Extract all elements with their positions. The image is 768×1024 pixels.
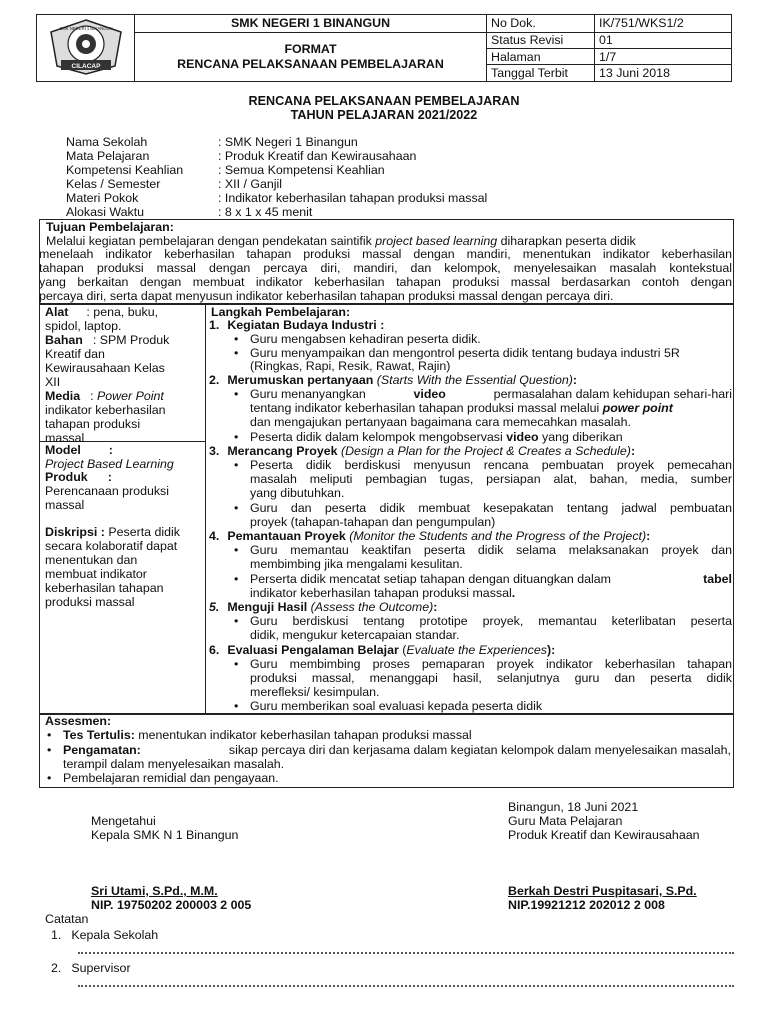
langkah-heading: Langkah Pembelajaran:: [211, 305, 351, 319]
school-name: SMK NEGERI 1 BINANGUN: [135, 15, 487, 33]
assesmen-value: sikap percaya diri dan kerjasama dalam kegiatan kelompok dalam menyelesaikan masalah,: [228, 743, 731, 757]
bahan-line: Kreatif dan: [45, 347, 105, 361]
info-label: Mata Pelajaran: [66, 149, 150, 163]
diskripsi-label: Diskripsi :: [45, 525, 105, 539]
catatan-dotted-line: [78, 977, 734, 987]
media-value: Power Point: [97, 389, 164, 403]
bullet-text: • Guru menanyangkan: [250, 387, 366, 401]
sign-right-line: Produk Kreatif dan Kewirausahaan: [508, 828, 700, 842]
sign-right-line: Guru Mata Pelajaran: [508, 814, 623, 828]
step-colon: ):: [546, 643, 556, 657]
bullet-text: indikator keberhasilan tahapan produksi massal: [250, 586, 512, 600]
produk-colon: :: [107, 470, 112, 484]
step-subtitle: (Design a Plan for the Project & Creates a Schedule): [337, 444, 631, 458]
diskripsi-line: membuat indikator: [45, 567, 147, 581]
model-value: Project Based Learning: [45, 457, 174, 471]
info-value: : Indikator keberhasilan tahapan produksi massal: [218, 191, 488, 205]
step-bullet-cont: yang dibutuhkan.: [250, 486, 345, 500]
step-bullet: • Guru memberikan soal evaluasi kepada peserta didik: [250, 699, 542, 713]
step-2-title: [209, 373, 577, 387]
step-number: 1.: [209, 318, 220, 332]
info-row: [66, 191, 487, 205]
bullet-text-bold: power point: [602, 401, 673, 415]
assesmen-label: Tes Tertulis:: [63, 728, 135, 742]
diskripsi-line: menentukan dan: [45, 553, 138, 567]
info-value: : Semua Kompetensi Keahlian: [218, 163, 385, 177]
assesmen-heading: Assesmen:: [45, 714, 112, 728]
alat-line: [45, 305, 158, 319]
bahan-line: [45, 333, 169, 347]
step-bullet-cont: [250, 401, 673, 415]
step-colon: :: [646, 529, 651, 543]
step-4-title: [209, 529, 650, 543]
info-label: Kompetensi Keahlian: [66, 163, 184, 177]
tujuan-text: diharapkan peserta didik: [497, 234, 636, 248]
step-subtitle: (Monitor the Students and the Progress of the Project): [345, 529, 647, 543]
alat-value: : pena, buku,: [86, 305, 159, 319]
bullet-text-bold: tabel: [703, 572, 732, 586]
info-row: [66, 135, 358, 149]
tujuan-line: menelaah indikator keberhasilan tahapan produksi massal dengan mandiri, menentukan indikator keberhasilan: [39, 247, 732, 261]
step-bullet: • Guru dan peserta didik membuat kesepakatan tentang jadwal pembuatan: [250, 501, 732, 515]
info-row: [66, 205, 312, 219]
step-bullet-cont: masalah meliputi pembagian tugas, persiapan alat, bahan, media, sumber: [250, 472, 732, 486]
media-colon: :: [90, 389, 98, 403]
info-row: [66, 149, 416, 163]
diskripsi-line: [45, 525, 180, 539]
media-line: massal: [45, 431, 85, 445]
produk-label: Produk: [45, 470, 88, 484]
meta-label: Status Revisi: [487, 32, 595, 48]
assesmen-label: • Pengamatan:: [63, 743, 141, 757]
step-title: Evaluasi Pengalaman Belajar: [227, 643, 399, 657]
rpp-title: RENCANA PELAKSANAAN PEMBELAJARAN: [248, 94, 520, 108]
sign-place-date: Binangun, 18 Juni 2021: [508, 800, 639, 814]
bullet-text-bold: video: [506, 430, 539, 444]
step-title: Merumuskan pertanyaan: [227, 373, 374, 387]
info-value: : XII / Ganjil: [218, 177, 283, 191]
diskripsi-line: secara kolaboratif dapat: [45, 539, 178, 553]
step-colon: :: [433, 600, 438, 614]
logo-text-bottom: CILACAP: [71, 63, 100, 71]
media-line: indikator keberhasilan: [45, 403, 166, 417]
step-bullet: • Guru membimbing proses pemaparan proyek indikator keberhasilan tahapan: [250, 657, 732, 671]
teacher-name: Berkah Destri Puspitasari, S.Pd.: [508, 884, 697, 898]
produk-value: massal: [45, 498, 85, 512]
media-line: tahapan produksi: [45, 417, 141, 431]
info-row: [66, 163, 385, 177]
media-label: Media: [45, 389, 81, 403]
catatan-item: [51, 961, 131, 975]
step-colon: :: [572, 373, 578, 387]
catatan-label: Supervisor: [71, 961, 131, 975]
step-number: 5.: [209, 600, 220, 614]
step-title: Kegiatan Budaya Industri :: [227, 318, 385, 332]
alat-label: Alat: [45, 305, 69, 319]
step-bullet-cont: (Ringkas, Rapi, Resik, Rawat, Rajin): [250, 359, 451, 373]
school-logo-icon: [43, 16, 129, 76]
diskripsi-line: produksi massal: [45, 595, 135, 609]
bahan-line: XII: [45, 375, 61, 389]
step-5-title: [209, 600, 437, 614]
bahan-label: Bahan: [45, 333, 83, 347]
model-label: Model: [45, 443, 81, 457]
step-subtitle: (Starts With the Essential Question): [373, 373, 573, 387]
bahan-line: Kewirausahaan Kelas: [45, 361, 165, 375]
step-title: Merancang Proyek: [227, 444, 338, 458]
bullet-text: tentang indikator keberhasilan tahapan produksi massal melalui: [250, 401, 603, 415]
assesmen-value: menentukan indikator keberhasilan tahapan produksi massal: [134, 728, 472, 742]
step-number: 6.: [209, 643, 220, 657]
tujuan-line: tahapan produksi massal dengan percaya diri, mandiri, dan kelompok, menyelesaikan masalah kontekstual: [39, 261, 732, 275]
step-subtitle: (Assess the Outcome): [307, 600, 434, 614]
bahan-value: : SPM Produk: [92, 333, 170, 347]
step-6-title: [209, 643, 555, 657]
format-label: FORMAT: [284, 42, 337, 57]
tujuan-text-italic: project based learning: [375, 234, 498, 248]
meta-value: 1/7: [595, 49, 732, 65]
info-value: : SMK Negeri 1 Binangun: [218, 135, 358, 149]
step-bullet-cont: dan mengajukan pertanyaan bagaimana cara memecahkan masalah.: [250, 415, 631, 429]
headmaster-nip: NIP. 19750202 200003 2 005: [91, 898, 252, 912]
meta-label: Tanggal Terbit: [487, 65, 595, 82]
catatan-number: 2.: [51, 961, 62, 975]
step-bullet: [250, 572, 732, 586]
headmaster-name: Sri Utami, S.Pd., M.M.: [91, 884, 218, 898]
catatan-number: 1.: [51, 928, 62, 942]
assesmen-item: • Pembelajaran remidial dan pengayaan.: [63, 771, 279, 785]
info-label: Materi Pokok: [66, 191, 139, 205]
tujuan-line: percaya diri, serta dapat menyusun indikator keberhasilan tahapan produksi massal dengan percaya diri.: [39, 289, 614, 303]
catatan-dotted-line: [78, 944, 734, 954]
document-header: [36, 14, 732, 82]
info-value: : Produk Kreatif dan Kewirausahaan: [218, 149, 417, 163]
info-label: Kelas / Semester: [66, 177, 161, 191]
step-subtitle: Evaluate the Experiences: [406, 643, 547, 657]
step-1-title: [209, 318, 384, 332]
diskripsi-line: keberhasilan tahapan: [45, 581, 164, 595]
step-subtitle: (: [398, 643, 407, 657]
teacher-nip: NIP.19921212 202012 2 008: [508, 898, 665, 912]
format-title: RENCANA PELAKSANAAN PEMBELAJARAN: [177, 56, 444, 71]
produk-line: [45, 470, 112, 484]
bullet-text: permasalahan dalam kehidupan sehari-hari: [493, 387, 732, 401]
bullet-text: yang diberikan: [538, 430, 623, 444]
format-title-cell: [135, 32, 487, 81]
info-row: [66, 177, 282, 191]
meta-value: 13 Juni 2018: [595, 65, 732, 82]
catatan-heading: Catatan: [45, 912, 89, 926]
step-bullet-cont: proyek (tahapan-tahapan dan pengumpulan): [250, 515, 496, 529]
assesmen-item: [63, 728, 472, 742]
step-colon: :: [630, 444, 636, 458]
step-bullet: • Peserta didik berdiskusi menyusun rencana pembuatan proyek pemecahan: [250, 458, 732, 472]
step-number: 3.: [209, 444, 220, 458]
sign-left-line: Kepala SMK N 1 Binangun: [91, 828, 239, 842]
diskripsi-value: Peserta didik: [104, 525, 180, 539]
step-3-title: [209, 444, 635, 458]
bullet-text: Peserta didik dalam kelompok mengobservasi: [250, 430, 507, 444]
media-line: [45, 389, 164, 403]
tujuan-line: yang berkaitan dengan membuat indikator keberhasilan tahapan produksi massal berdasarkan contoh dengan: [39, 275, 732, 289]
step-bullet: [250, 430, 623, 444]
catatan-item: [51, 928, 158, 942]
bullet-text: • Perserta didik mencatat setiap tahapan dengan dituangkan dalam: [250, 572, 611, 586]
step-bullet: • Guru menyampaikan dan mengontrol peserta didik tentang budaya industri 5R: [250, 346, 680, 360]
rpp-year: TAHUN PELAJARAN 2021/2022: [290, 108, 478, 122]
step-bullet-cont: [250, 586, 515, 600]
step-number: 4.: [209, 529, 220, 543]
meta-value: 01: [595, 32, 732, 48]
catatan-label: Kepala Sekolah: [71, 928, 159, 942]
bullet-text-bold: .: [511, 586, 516, 600]
bullet-text-bold: video: [413, 387, 446, 401]
school-logo-cell: [37, 15, 135, 82]
step-title: Menguji Hasil: [227, 600, 308, 614]
step-bullet-cont: membimbing jika mengalami kesulitan.: [250, 557, 463, 571]
model-colon: :: [108, 443, 113, 457]
column-divider: [205, 304, 206, 714]
alat-line: spidol, laptop.: [45, 319, 122, 333]
step-title: Pemantauan Proyek: [227, 529, 346, 543]
step-bullet: • Guru berdiskusi tentang prototipe proyek, memantau keterlibatan peserta: [250, 614, 732, 628]
info-label: Nama Sekolah: [66, 135, 148, 149]
logo-text-top: SMK NEGERI 1 BINANGUN: [58, 26, 113, 32]
produk-value: Perencanaan produksi: [45, 484, 169, 498]
info-value: : 8 x 1 x 45 menit: [218, 205, 313, 219]
meta-value: IK/751/WKS1/2: [595, 15, 732, 33]
meta-label: No Dok.: [487, 15, 595, 33]
step-bullet-cont: produksi massal, menanggapi hasil, selanjutnya guru dan peserta didik: [250, 671, 732, 685]
assesmen-item-cont: terampil dalam menyelesaikan masalah.: [63, 757, 285, 771]
step-bullet: [250, 387, 732, 401]
step-bullet: • Guru memantau keaktifan peserta didik selama melaksanakan proyek dan: [250, 543, 732, 557]
tujuan-heading: Tujuan Pembelajaran:: [46, 220, 174, 234]
assesmen-item: [63, 743, 731, 757]
model-line: [45, 443, 113, 457]
sign-left-line: Mengetahui: [91, 814, 156, 828]
step-bullet-cont: didik, mengukur ketercapaian standar.: [250, 628, 460, 642]
step-bullet-cont: merefleksi/ kesimpulan.: [250, 685, 380, 699]
info-label: Alokasi Waktu: [66, 205, 145, 219]
meta-label: Halaman: [487, 49, 595, 65]
step-number: 2.: [209, 373, 220, 387]
tujuan-text: Melalui kegiatan pembelajaran dengan pendekatan saintifik: [46, 234, 376, 248]
step-bullet: • Guru mengabsen kehadiran peserta didik.: [250, 332, 481, 346]
